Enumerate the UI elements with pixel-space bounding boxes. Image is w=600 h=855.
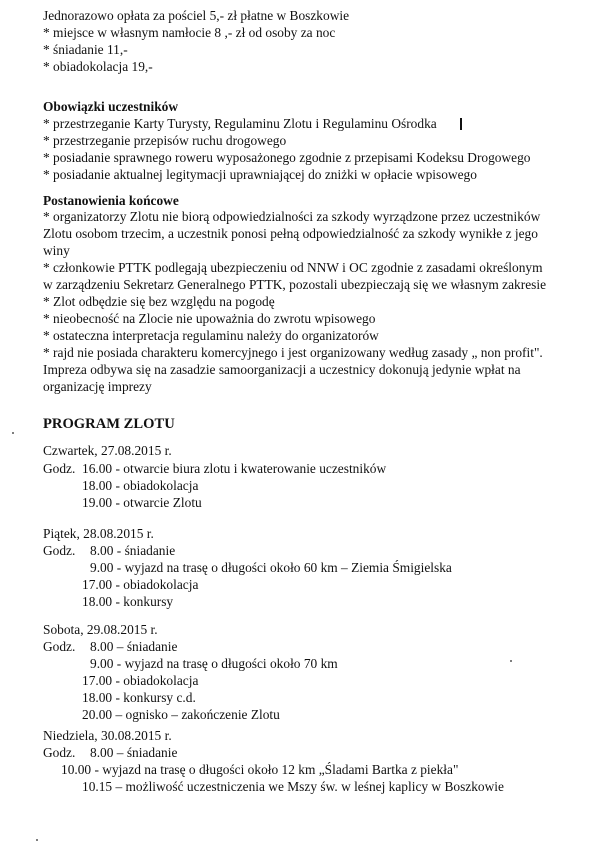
final-provision-line: organizację imprezy — [43, 379, 152, 394]
program-item: 18.00 - konkursy c.d. — [82, 690, 196, 705]
godz-label: Godz. — [43, 639, 76, 654]
scan-speck — [510, 660, 512, 662]
program-item: 19.00 - otwarcie Zlotu — [82, 495, 202, 510]
duty-item: * posiadanie sprawnego roweru wyposażonego zgodnie z przepisami Kodeksu Drogowego — [43, 150, 531, 165]
day-date: Czwartek, 27.08.2015 r. — [43, 443, 172, 458]
program-heading: PROGRAM ZLOTU — [43, 416, 175, 432]
final-provision-line: Impreza odbywa się na zasadzie samoorganizacji a uczestnicy dokonują jedynie wpłat na — [43, 362, 521, 377]
program-item: 10.15 – możliwość uczestniczenia we Mszy św. w leśnej kaplicy w Boszkowie — [82, 779, 504, 794]
program-item: 8.00 - śniadanie — [90, 543, 176, 558]
final-provision-line: * rajd nie posiada charakteru komercyjnego i jest organizowany według zasady „ non profit". — [43, 345, 543, 360]
final-provision-line: * ostateczna interpretacja regulaminu należy do organizatorów — [43, 328, 379, 343]
godz-label: Godz. — [43, 461, 76, 476]
duty-item: * przestrzeganie przepisów ruchu drogowego — [43, 133, 287, 148]
final-provision-line: * nieobecność na Zlocie nie upoważnia do zwrotu wpisowego — [43, 311, 376, 326]
scan-speck — [12, 432, 14, 434]
program-item: 18.00 - obiadokolacja — [82, 478, 199, 493]
final-provision-line: Zlotu osobom trzecim, a uczestnik ponosi pełną odpowiedzialność za szkody wynikłe z jego — [43, 226, 538, 241]
program-item: 8.00 – śniadanie — [90, 745, 178, 760]
final-provisions-heading: Postanowienia końcowe — [43, 193, 179, 208]
program-item: 20.00 – ognisko – zakończenie Zlotu — [82, 707, 280, 722]
godz-label: Godz. — [43, 543, 76, 558]
duty-item: * posiadanie aktualnej legitymacji uprawniającej do zniżki w opłacie wpisowego — [43, 167, 477, 182]
program-item: 17.00 - obiadokolacja — [82, 673, 199, 688]
program-item: 9.00 - wyjazd na trasę o długości około 60 km – Ziemia Śmigielska — [90, 560, 452, 575]
day-date: Sobota, 29.08.2015 r. — [43, 622, 158, 637]
fee-breakfast-line: * śniadanie 11,- — [43, 42, 128, 57]
day-date: Niedziela, 30.08.2015 r. — [43, 728, 172, 743]
program-item: 9.00 - wyjazd na trasę o długości około 70 km — [90, 656, 338, 671]
fee-dinner-line: * obiadokolacja 19,- — [43, 59, 153, 74]
program-item: 10.00 - wyjazd na trasę o długości około 12 km „Śladami Bartka z piekła" — [61, 762, 459, 777]
program-item: 18.00 - konkursy — [82, 594, 174, 609]
final-provision-line: * Zlot odbędzie się bez względu na pogodę — [43, 294, 275, 309]
program-item: 17.00 - obiadokolacja — [82, 577, 199, 592]
duties-heading: Obowiązki uczestników — [43, 99, 179, 114]
fee-bedding-line: Jednorazowo opłata za pościel 5,- zł płatne w Boszkowie — [43, 8, 350, 23]
final-provision-line: w zarządzeniu Sekretarz Generalnego PTTK, pozostali ubezpieczają się we własnym zakresie — [43, 277, 547, 292]
godz-label: Godz. — [43, 745, 76, 760]
day-date: Piątek, 28.08.2015 r. — [43, 526, 154, 541]
final-provision-line: * organizatorzy Zlotu nie biorą odpowiedzialności za szkody wyrządzone przez uczestników — [43, 209, 541, 224]
duty-item: * przestrzeganie Karty Turysty, Regulaminu Zlotu i Regulaminu Ośrodka — [43, 116, 437, 131]
scan-speck — [36, 839, 38, 841]
fee-tent-line: * miejsce w własnym namłocie 8 ,- zł od osoby za noc — [43, 25, 336, 40]
final-provision-line: * członkowie PTTK podlegają ubezpieczeniu od NNW i OC zgodnie z zasadami określonym — [43, 260, 543, 275]
text-cursor-mark — [460, 118, 462, 130]
program-item: 8.00 – śniadanie — [90, 639, 178, 654]
final-provision-line: winy — [43, 243, 70, 258]
program-item: 16.00 - otwarcie biura zlotu i kwaterowanie uczestników — [82, 461, 387, 476]
